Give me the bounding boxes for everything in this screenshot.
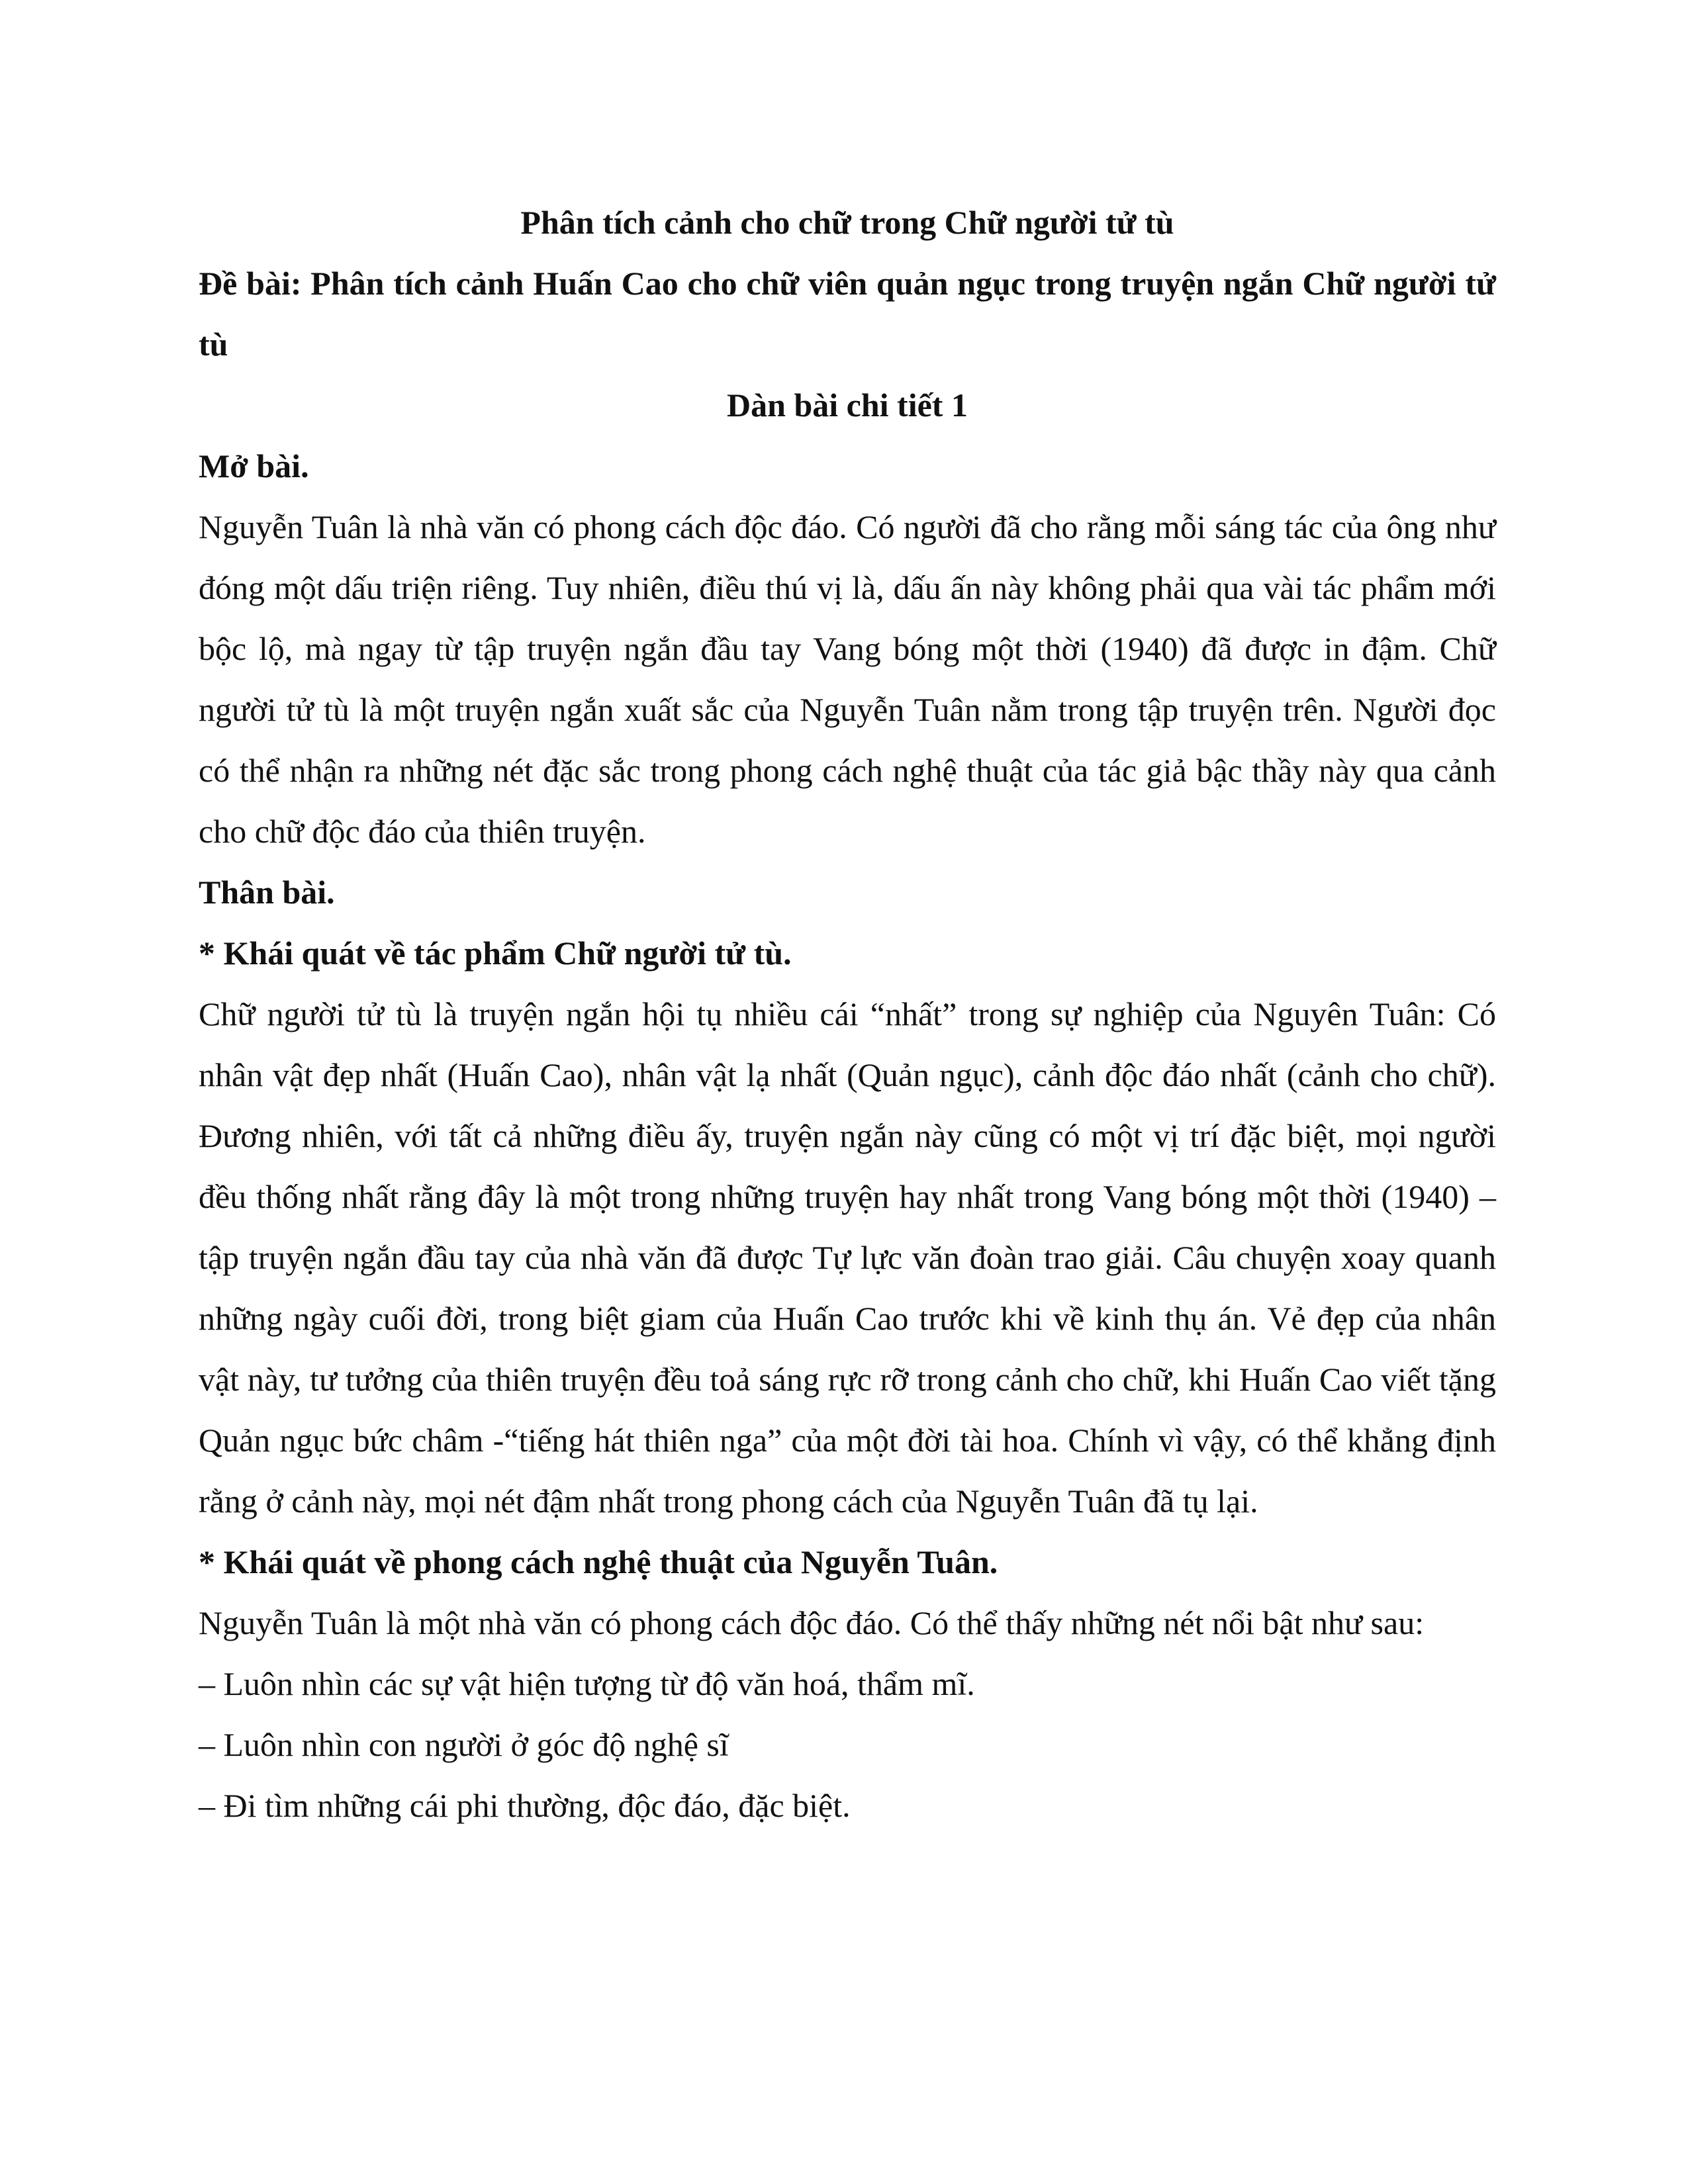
style-list-item: – Luôn nhìn các sự vật hiện tượng từ độ văn hoá, thẩm mĩ.: [199, 1665, 975, 1702]
section-heading-work-overview: * Khái quát về tác phẩm Chữ người tử tù.: [199, 934, 792, 972]
style-overview-paragraph: Nguyễn Tuân là một nhà văn có phong cách độc đáo. Có thể thấy những nét nổi bật như sau:: [199, 1604, 1425, 1641]
style-list-item: – Đi tìm những cái phi thường, độc đáo, đặc biệt.: [199, 1787, 851, 1824]
style-list-item: – Luôn nhìn con người ở góc độ nghệ sĩ: [199, 1726, 729, 1763]
section-heading-body: Thân bài.: [199, 874, 335, 911]
section-heading-intro: Mở bài.: [199, 447, 309, 484]
document-page: [199, 192, 1496, 1836]
document-title: Phân tích cảnh cho chữ trong Chữ người tử tù: [520, 204, 1174, 241]
outline-title: Dàn bài chi tiết 1: [727, 387, 968, 424]
section-heading-style-overview: * Khái quát về phong cách nghệ thuật của Nguyễn Tuân.: [199, 1543, 998, 1580]
intro-paragraph: Nguyễn Tuân là nhà văn có phong cách độc đáo. Có người đã cho rằng mỗi sáng tác của ông như đóng một dấu triện riêng. Tuy nhiên, điều thú vị là, dấu ấn này không phải qua vài tác phẩm mới bộc lộ, mà ngay từ tập truyện ngắn đầu tay Vang bóng một thời (1940) đã được in đậm. Chữ người tử tù là một truyện ngắn xuất sắc của Nguyễn Tuân nằm trong tập truyện trên. Người đọc có thể nhận ra những nét đặc sắc trong phong cách nghệ thuật của tác giả bậc thầy này qua cảnh cho chữ độc đáo của thiên truyện.: [199, 508, 1496, 850]
work-overview-paragraph: Chữ người tử tù là truyện ngắn hội tụ nhiều cái “nhất” trong sự nghiệp của Nguyên Tuân: Có nhân vật đẹp nhất (Huấn Cao), nhân vật lạ nhất (Quản ngục), cảnh độc đáo nhất (cảnh cho chữ). Đương nhiên, với tất cả những điều ấy, truyện ngắn này cũng có một vị trí đặc biệt, mọi người đều thống nhất rằng đây là một trong những truyện hay nhất trong Vang bóng một thời (1940) – tập truyện ngắn đầu tay của nhà văn đã được Tự lực văn đoàn trao giải. Câu chuyện xoay quanh những ngày cuối đời, trong biệt giam của Huấn Cao trước khi về kinh thụ án. Vẻ đẹp của nhân vật này, tư tưởng của thiên truyện đều toả sáng rực rỡ trong cảnh cho chữ, khi Huấn Cao viết tặng Quản ngục bức châm -“tiếng hát thiên nga” của một đời tài hoa. Chính vì vậy, có thể khẳng định rằng ở cảnh này, mọi nét đậm nhất trong phong cách của Nguyễn Tuân đã tụ lại.: [199, 995, 1496, 1520]
essay-prompt: Đề bài: Phân tích cảnh Huấn Cao cho chữ viên quản ngục trong truyện ngắn Chữ người tử tù: [199, 265, 1496, 363]
